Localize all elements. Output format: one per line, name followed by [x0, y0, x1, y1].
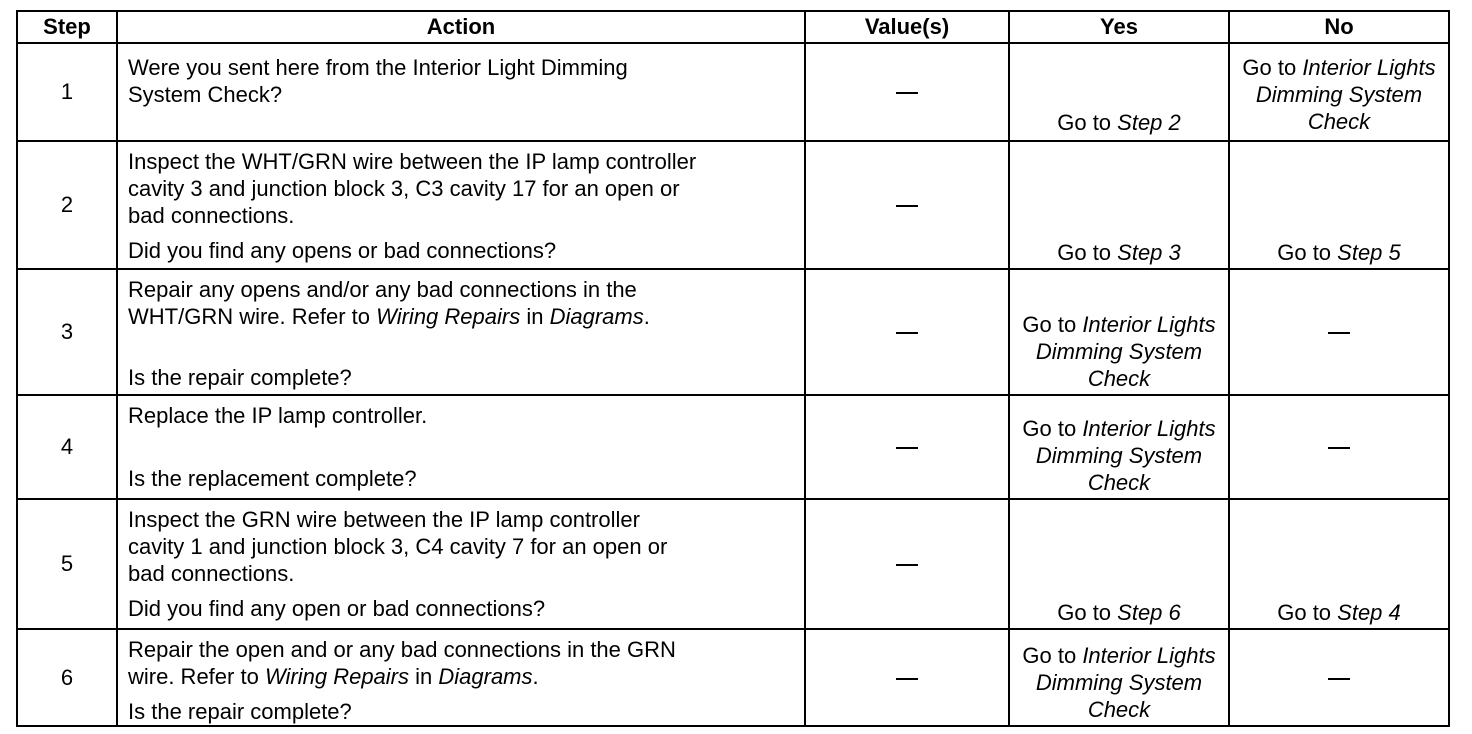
action-text: Repair any opens and/or any bad connections in the WHT/GRN wire. Refer to Wiring Repairs in Diagrams. — [128, 277, 650, 329]
value-dash — [896, 332, 918, 334]
action-cell — [117, 269, 805, 395]
step-number: 2 — [17, 141, 117, 269]
action-text: Inspect the WHT/GRN wire between the IP lamp controller cavity 3 and junction block 3, C3 cavity 17 for an open or bad connections. — [128, 149, 697, 228]
value-cell — [805, 43, 1009, 141]
value-dash — [896, 92, 918, 94]
action-text: Repair the open and or any bad connections in the GRN wire. Refer to Wiring Repairs in Diagrams. — [128, 637, 676, 689]
yes-cell: Go to Step 6 — [1009, 499, 1229, 629]
action-text: Were you sent here from the Interior Light Dimming System Check? — [128, 55, 628, 107]
header-values: Value(s) — [805, 11, 1009, 43]
diagnostic-table — [16, 10, 1450, 727]
yes-cell: Go to Step 2 — [1009, 43, 1229, 141]
value-cell — [805, 499, 1009, 629]
header-row — [17, 11, 1449, 43]
action-question: Is the repair complete? — [128, 699, 352, 724]
no-dash — [1328, 678, 1350, 680]
no-cell: Go to Step 4 — [1229, 499, 1449, 629]
step-number: 3 — [17, 269, 117, 395]
yes-cell: Go to Step 3 — [1009, 141, 1229, 269]
table-row — [17, 499, 1449, 629]
action-cell — [117, 43, 805, 141]
action-cell — [117, 629, 805, 726]
value-dash — [896, 205, 918, 207]
action-question: Is the repair complete? — [128, 365, 352, 390]
header-yes: Yes — [1009, 11, 1229, 43]
no-cell — [1229, 395, 1449, 499]
action-cell — [117, 141, 805, 269]
table-row — [17, 629, 1449, 726]
action-cell — [117, 395, 805, 499]
step-number: 5 — [17, 499, 117, 629]
action-text: Replace the IP lamp controller. — [128, 403, 428, 428]
no-dash — [1328, 332, 1350, 334]
action-question: Is the replacement complete? — [128, 466, 417, 491]
no-cell: Go to Step 5 — [1229, 141, 1449, 269]
action-question: Did you find any opens or bad connections? — [128, 238, 557, 263]
table-row — [17, 43, 1449, 141]
step-number: 4 — [17, 395, 117, 499]
action-cell — [117, 499, 805, 629]
header-action: Action — [117, 11, 805, 43]
value-cell — [805, 395, 1009, 499]
table-row — [17, 395, 1449, 499]
no-cell — [1229, 269, 1449, 395]
step-number: 1 — [17, 43, 117, 141]
value-dash — [896, 447, 918, 449]
value-dash — [896, 564, 918, 566]
no-dash — [1328, 447, 1350, 449]
value-dash — [896, 678, 918, 680]
no-cell: Go to Interior Lights Dimming System Check — [1229, 43, 1449, 141]
step-number: 6 — [17, 629, 117, 726]
yes-cell: Go to Interior Lights Dimming System Check — [1009, 269, 1229, 395]
no-cell — [1229, 629, 1449, 726]
table-row — [17, 269, 1449, 395]
value-cell — [805, 141, 1009, 269]
header-step: Step — [17, 11, 117, 43]
value-cell — [805, 269, 1009, 395]
yes-cell: Go to Interior Lights Dimming System Check — [1009, 629, 1229, 726]
action-text: Inspect the GRN wire between the IP lamp controller cavity 1 and junction block 3, C4 cavity 7 for an open or bad connections. — [128, 507, 668, 586]
value-cell — [805, 629, 1009, 726]
yes-cell: Go to Interior Lights Dimming System Check — [1009, 395, 1229, 499]
header-no: No — [1229, 11, 1449, 43]
table-row — [17, 141, 1449, 269]
action-question: Did you find any open or bad connections? — [128, 596, 546, 621]
